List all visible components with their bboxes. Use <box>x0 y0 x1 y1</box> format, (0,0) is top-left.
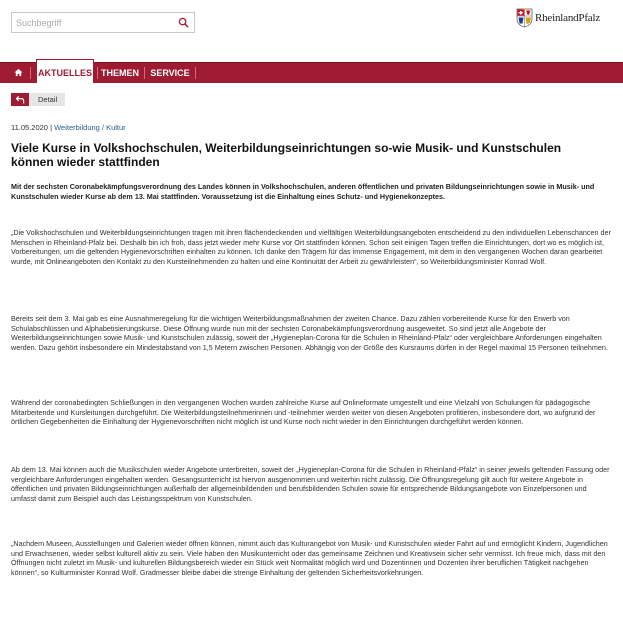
article-paragraph: Bereits seit dem 3. Mai gab es eine Ausnahmeregelung für die wichtigen Weiterbildungsmaßnahmen der zweiten Chance. Dazu zählen vorbereitende Kurse für den Erwerb von Schulabschlüssen und Alphabetisierungskurse. Diese Öffnung wurde nun mit der sechsten Coronabekämpfungsverordnung ausgeweitet. So sind jetzt alle Angebote der Weiterbildungseinrichtungen sowie Musik- und Kunstschulen zulässig, soweit der „Hygieneplan-Corona für die Schulen in Rheinland-Pfalz“ oder vergleichbare Anforderungen eingehalten werden. Dazu gehört insbesondere ein Mindestabstand von 1,5 Metern zwischen Personen. Abhängig von der Größe des Kursraums dürfen in der Regel maximal 15 Personen teilnehmen. <box>11 314 608 352</box>
nav-home[interactable] <box>10 63 26 83</box>
nav-themen[interactable]: THEMEN <box>101 68 139 78</box>
logo-text: RheinlandPfalz <box>535 12 601 24</box>
coat-of-arms-icon <box>516 8 533 28</box>
detail-label: Detail <box>29 93 65 106</box>
article-paragraph: „Die Volkshochschulen und Weiterbildungseinrichtungen tragen mit ihren flächendeckenden und vielfältigen Weiterbildungsangeboten entscheidend zu den individuellen Lebenschancen der Menschen in Rheinland-Pfalz bei. Deshalb bin ich froh, dass jetzt wieder mehr Kurse vor Ort stattfinden können. Schon seit einigen Tagen treffen die Einrichtungen, dort wo es möglich ist, Vorbereitungen, um die geltenden Hygienevorschriften einhalten zu können. Ich danke den Trägern für das immense Engagement, mit dem in den vergangenen Wochen daran gearbeitet wurde, mit Onlineangeboten den Kontakt zu den Kursteilnehmenden zu halten und eine Kontinuität der Arbeit zu gewährleisten“, so Weiterbildungsminister Konrad Wolf. <box>11 228 611 266</box>
rlp-logo[interactable] <box>516 6 616 30</box>
nav-service[interactable]: SERVICE <box>150 68 190 78</box>
category-link[interactable]: Weiterbildung / Kultur <box>54 123 126 132</box>
nav-divider <box>97 67 98 79</box>
search-input[interactable] <box>16 16 176 29</box>
detail-bar <box>11 93 65 106</box>
main-navigation <box>0 62 623 83</box>
article-paragraph: Während der coronabedingten Schließungen in den vergangenen Wochen wurden zahlreiche Kurse auf Onlineformate umgestellt und eine Vielzahl von Schulungen für pädagogische Mitarbeitende und Kursleitungen durchgeführt. Die Weiterbildungsteilnehmerinnen und -teilnehmer werden weiter von diesen Angeboten profitieren, insbesondere dort, wo aufgrund der örtlichen Gegebenheiten die Einhaltung der Hygienevorschriften nicht möglich ist und Kurse noch nicht wieder in den Einrichtungen durchgeführt werden können. <box>11 398 596 427</box>
nav-aktuelles[interactable]: AKTUELLES <box>36 59 94 83</box>
nav-divider <box>195 67 196 79</box>
nav-divider <box>30 67 31 79</box>
article-paragraph: „Nachdem Museen, Ausstellungen und Galerien wieder öffnen können, nimmt auch das Kulturangebot von Musik- und Kunstschulen wieder Fahrt auf und ermöglicht Kindern, Jugendlichen und Erwachsenen, wieder selbst kulturell aktiv zu sein. Viele haben den Musikunterricht oder das gemeinsame Zeichnen und Kreativsein sicher sehr vermisst. Ich freue mich, dass mit den Öffnungen nicht zuletzt im Musik- und kulturellen Bildungsbereich wieder ein Stück weit Normalität möglich wird und Dozentinnen und Dozenten ihrer beruflichen Tätigkeit nachgehen können“, so Kulturminister Konrad Wolf. Gradmesser bleibe dabei die strenge Einhaltung der geltenden Sicherheitsvorkehrungen. <box>11 539 608 577</box>
article-lead: Mit der sechsten Coronabekämpfungsverordnung des Landes können in Volkshochschulen, anderen öffentlichen und privaten Bildungseinrichtungen sowie in Musik- und Kunstschulen wieder Kurse ab dem 13. Mai stattfinden. Voraussetzung ist die Einhaltung eines Schutz- und Hygienekonzeptes. <box>11 182 595 201</box>
article-paragraph: Ab dem 13. Mai können auch die Musikschulen wieder Angebote unterbreiten, soweit der „Hygieneplan-Corona für die Schulen in Rheinland-Pfalz“ in seiner jeweils geltenden Fassung oder vergleichbare Anforderungen eingehalten werden. Gesangsunterricht ist hiervon ausgenommen und weiterhin nicht zulässig. Die Öffnungsregelung gilt auch für weitere Angebote in öffentlichen und privaten Bildungseinrichtungen außerhalb der allgemeinbildenden und berufsbildenden Schulen sowie für entsprechende Bildungsangebote von Einzelpersonen und umfasst damit zum Beispiel auch das Leistungsspektrum von Kunstschulen. <box>11 465 610 503</box>
home-icon <box>14 68 23 77</box>
back-button[interactable] <box>11 93 29 106</box>
nav-divider <box>144 67 145 79</box>
article-title: Viele Kurse in Volkshochschulen, Weiterbildungseinrichtungen so-wie Musik- und Kunstschulen können wieder stattfinden <box>11 141 562 169</box>
article-meta <box>11 123 126 132</box>
back-arrow-icon <box>16 96 25 104</box>
search-icon[interactable] <box>178 17 189 28</box>
search-box[interactable] <box>11 12 195 33</box>
article-date: 11.05.2020 <box>11 123 48 132</box>
meta-separator: | <box>47 123 55 132</box>
